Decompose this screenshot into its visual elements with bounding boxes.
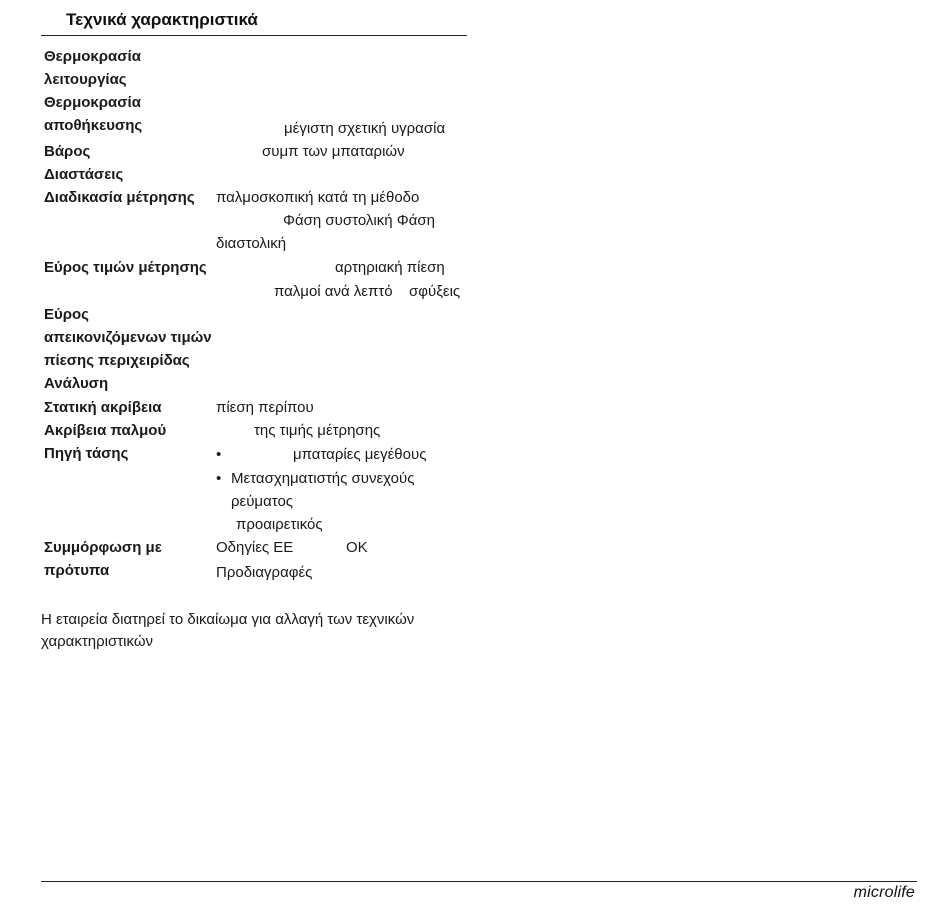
spec-value-procedure-line3: διαστολική (216, 235, 287, 252)
spec-label-static-accuracy: Στατική ακρίβεια (44, 399, 162, 416)
spec-value-power-batteries: μπαταρίες μεγέθους (293, 446, 427, 463)
spec-label-pulse-accuracy: Ακρίβεια παλμού (44, 422, 167, 439)
section-title: Τεχνικά χαρακτηριστικά (66, 10, 258, 29)
spec-value-compliance-ok: OK (346, 539, 368, 556)
spec-value-range-pulse: παλμοί ανά λεπτό (274, 283, 393, 300)
spec-value-storage-humidity: μέγιστη σχετική υγρασία (284, 120, 446, 137)
spec-label-cuff-range-line2: απεικονιζόμενων τιμών (44, 329, 212, 346)
spec-label-procedure: Διαδικασία μέτρησης (44, 189, 195, 206)
bullet-adapter: • (216, 470, 222, 487)
spec-label-storage-temp-line1: Θερμοκρασία (44, 94, 141, 111)
spec-label-range: Εύρος τιμών μέτρησης (44, 259, 207, 276)
spec-label-operating-temp-line1: Θερμοκρασία (44, 48, 141, 65)
title-divider (41, 35, 467, 36)
microlife-logo: microlife (853, 884, 915, 901)
spec-value-range-beats: σφύξεις (409, 283, 461, 300)
spec-value-pulse-accuracy: της τιμής μέτρησης (254, 422, 381, 439)
footer-note-line2: χαρακτηριστικών (41, 633, 154, 650)
spec-label-cuff-range-line3: πίεσης περιχειρίδας (44, 352, 190, 369)
spec-label-dimensions: Διαστάσεις (44, 166, 124, 183)
spec-label-compliance-line1: Συμμόρφωση με (44, 539, 162, 556)
bottom-divider (41, 881, 917, 882)
spec-value-compliance-eu: Οδηγίες ΕΕ (216, 539, 294, 556)
spec-label-weight: Βάρος (44, 143, 91, 160)
footer-note-line1: Η εταιρεία διατηρεί το δικαίωμα για αλλαγή των τεχνικών (41, 611, 415, 628)
spec-label-storage-temp-line2: αποθήκευσης (44, 117, 143, 134)
spec-value-range-pressure: αρτηριακή πίεση (335, 259, 445, 276)
spec-value-weight: συμπ των μπαταριών (262, 143, 405, 160)
spec-value-static-accuracy: πίεση περίπου (216, 399, 314, 416)
spec-value-power-adapter-optional: προαιρετικός (236, 516, 323, 533)
spec-label-operating-temp-line2: λειτουργίας (44, 71, 127, 88)
spec-value-power-adapter-line1: Μετασχηματιστής συνεχούς (231, 470, 415, 487)
spec-value-procedure-line1: παλμοσκοπική κατά τη μέθοδο (216, 189, 420, 206)
bullet-batteries: • (216, 446, 222, 463)
spec-label-compliance-line2: πρότυπα (44, 562, 110, 579)
spec-value-power-adapter-line2: ρεύματος (231, 493, 294, 510)
spec-label-cuff-range-line1: Εύρος (44, 306, 89, 323)
spec-label-power: Πηγή τάσης (44, 445, 129, 462)
spec-value-compliance-standards: Προδιαγραφές (216, 564, 313, 581)
spec-label-resolution: Ανάλυση (44, 375, 109, 392)
spec-value-procedure-line2: Φάση συστολική Φάση (283, 212, 435, 229)
